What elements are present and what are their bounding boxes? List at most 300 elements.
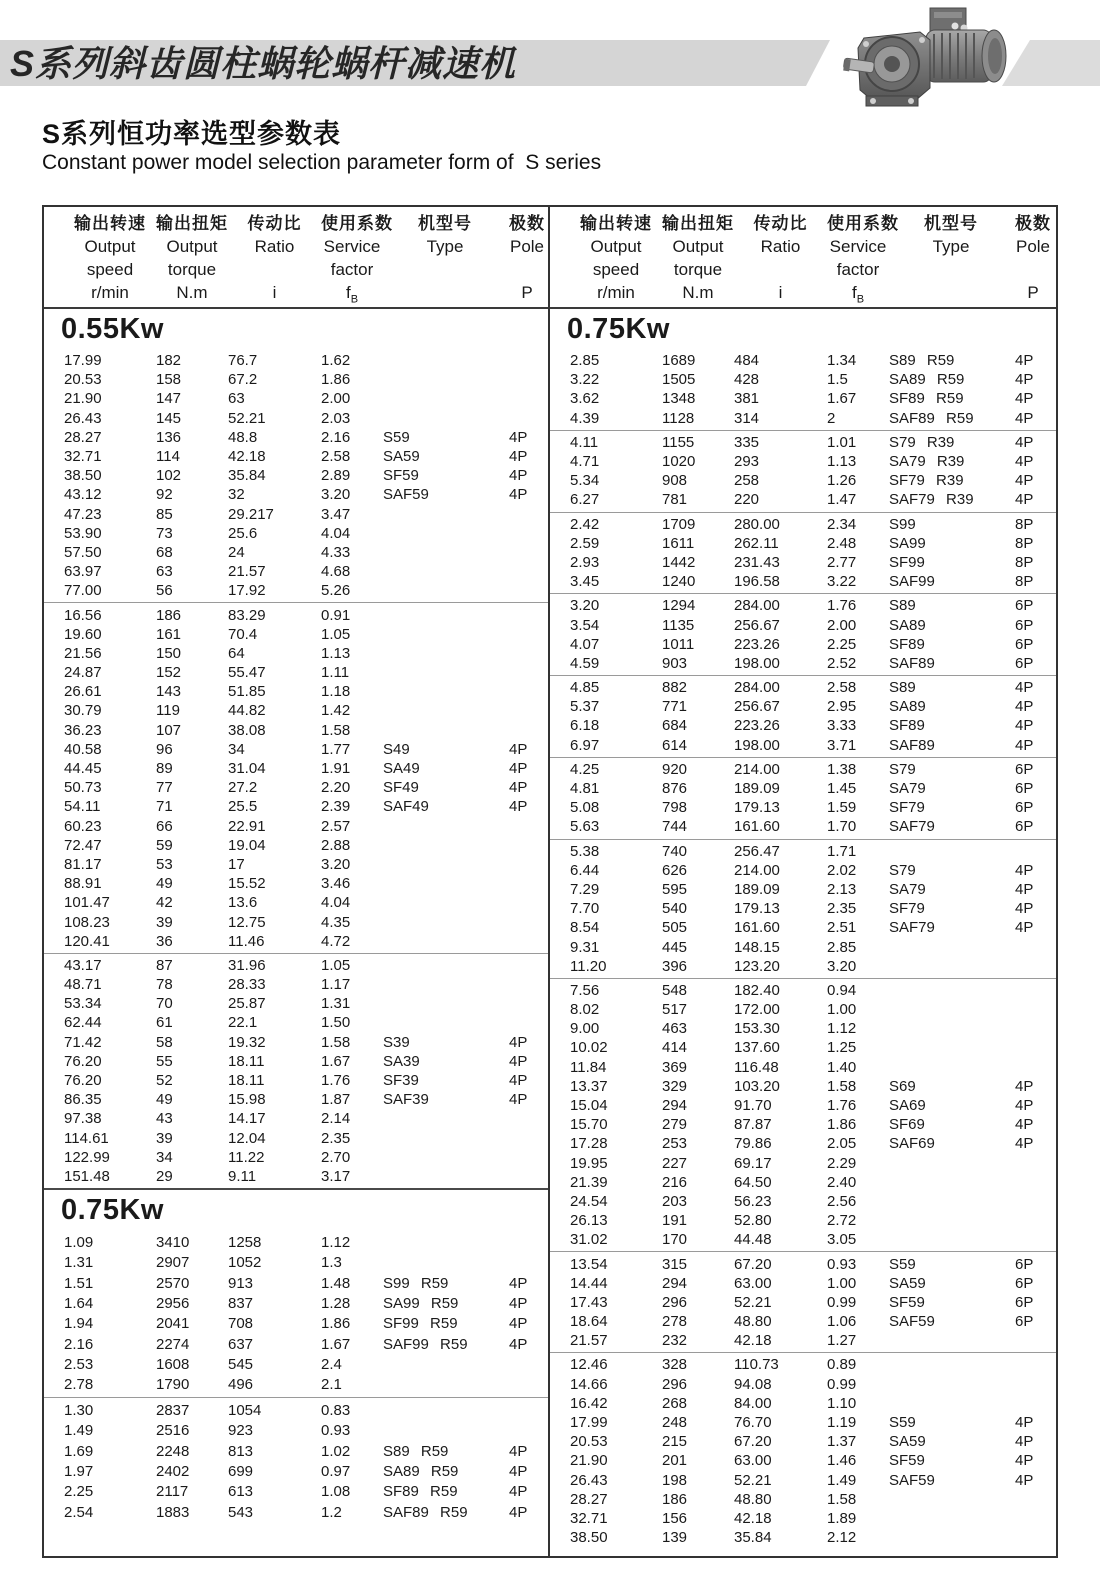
- cell-torque: 903: [662, 654, 688, 672]
- cell-torque: 294: [662, 1274, 688, 1292]
- cell-speed: 24.87: [64, 664, 102, 682]
- header-column-torque: 输出扭矩 Output torque N.m: [662, 214, 734, 302]
- cell-torque: 182: [156, 352, 182, 370]
- cell-ratio: 76.7: [228, 352, 258, 370]
- table-row: [44, 797, 548, 816]
- table-row: [44, 817, 548, 836]
- cell-speed: 19.95: [570, 1154, 608, 1172]
- cell-factor: 3.47: [321, 505, 351, 523]
- cell-factor: 1.67: [321, 1052, 351, 1070]
- table-row: [550, 635, 1056, 654]
- cell-factor: 2.35: [827, 900, 857, 918]
- cell-torque: 2907: [156, 1254, 190, 1272]
- table-row: [550, 351, 1056, 370]
- cell-speed: 20.53: [570, 1433, 608, 1451]
- cell-speed: 5.08: [570, 799, 600, 817]
- cell-torque: 186: [156, 606, 182, 624]
- row-group: [550, 1251, 1056, 1352]
- cell-ratio: 256.67: [734, 616, 780, 634]
- cell-speed: 1.09: [64, 1233, 94, 1251]
- cell-torque: 253: [662, 1135, 688, 1153]
- cell-factor: 1.02: [321, 1442, 351, 1460]
- cell-ratio: 179.13: [734, 900, 780, 918]
- cell-factor: 2.29: [827, 1154, 857, 1172]
- cell-speed: 120.41: [64, 932, 110, 950]
- table-row: [550, 899, 1056, 918]
- cell-speed: 6.18: [570, 717, 600, 735]
- cell-speed: 19.60: [64, 625, 102, 643]
- cell-pole: 4P: [1015, 880, 1034, 898]
- cell-type: SAF79 R39: [889, 491, 974, 509]
- cell-ratio: 196.58: [734, 573, 780, 591]
- cell-ratio: 42.18: [734, 1332, 772, 1350]
- cell-factor: 1.47: [827, 491, 857, 509]
- cell-speed: 53.34: [64, 995, 102, 1013]
- cell-factor: 4.04: [321, 894, 351, 912]
- cell-torque: 39: [156, 1129, 173, 1147]
- cell-torque: 296: [662, 1375, 688, 1393]
- cell-torque: 740: [662, 842, 688, 860]
- cell-torque: 58: [156, 1033, 173, 1051]
- cell-ratio: 214.00: [734, 760, 780, 778]
- cell-type: SA79: [889, 880, 926, 898]
- cell-ratio: 25.87: [228, 995, 266, 1013]
- cell-speed: 3.22: [570, 371, 600, 389]
- cell-ratio: 198.00: [734, 736, 780, 754]
- cell-pole: 8P: [1015, 534, 1034, 552]
- cell-factor: 2.00: [321, 390, 351, 408]
- cell-type: SAF79: [889, 919, 935, 937]
- cell-pole: 4P: [1015, 352, 1034, 370]
- header-column-type: 机型号 Type: [924, 214, 978, 256]
- cell-speed: 50.73: [64, 779, 102, 797]
- cell-torque: 329: [662, 1077, 688, 1095]
- cell-torque: 152: [156, 664, 182, 682]
- cell-torque: 1294: [662, 597, 696, 615]
- cell-speed: 1.69: [64, 1442, 94, 1460]
- cell-speed: 2.53: [64, 1356, 94, 1374]
- cell-ratio: 22.1: [228, 1014, 258, 1032]
- cell-speed: 5.34: [570, 472, 600, 490]
- cell-speed: 4.59: [570, 654, 600, 672]
- cell-pole: 4P: [1015, 1097, 1034, 1115]
- cell-speed: 7.29: [570, 880, 600, 898]
- cell-torque: 1442: [662, 553, 696, 571]
- cell-ratio: 172.00: [734, 1001, 780, 1019]
- cell-speed: 5.38: [570, 842, 600, 860]
- cell-ratio: 29.217: [228, 505, 274, 523]
- row-group: [550, 593, 1056, 675]
- table-row: [44, 1502, 548, 1522]
- cell-ratio: 543: [228, 1503, 254, 1521]
- cell-factor: 2.89: [321, 467, 351, 485]
- cell-speed: 40.58: [64, 740, 102, 758]
- cell-speed: 5.37: [570, 698, 600, 716]
- cell-factor: 1.34: [827, 352, 857, 370]
- cell-type: SA69: [889, 1097, 926, 1115]
- cell-type: SA49: [383, 760, 420, 778]
- cell-type: SA99: [889, 534, 926, 552]
- cell-torque: 36: [156, 932, 173, 950]
- table-row: [550, 534, 1056, 553]
- cell-factor: 2.20: [321, 779, 351, 797]
- cell-torque: 203: [662, 1192, 688, 1210]
- cell-type: SF79 R39: [889, 472, 964, 490]
- cell-pole: 4P: [1015, 900, 1034, 918]
- table-right-half: [550, 207, 1056, 1556]
- cell-factor: 1.01: [827, 433, 857, 451]
- header-column-pole: 极数 Pole P: [1015, 214, 1051, 302]
- table-row: [550, 861, 1056, 880]
- cell-factor: 1.05: [321, 625, 351, 643]
- cell-ratio: 67.20: [734, 1255, 772, 1273]
- cell-speed: 28.27: [64, 428, 102, 446]
- table-row: [44, 855, 548, 874]
- table-row: [44, 428, 548, 447]
- table-row: [44, 682, 548, 701]
- table-row: [44, 485, 548, 504]
- cell-factor: 1.50: [321, 1014, 351, 1032]
- row-group: [550, 675, 1056, 757]
- table-row: [44, 1071, 548, 1090]
- cell-speed: 43.12: [64, 486, 102, 504]
- cell-speed: 2.59: [570, 534, 600, 552]
- cell-type: SAF89 R59: [383, 1503, 468, 1521]
- cell-type: SA89: [889, 698, 926, 716]
- table-row: [550, 678, 1056, 697]
- cell-ratio: 11.22: [228, 1148, 265, 1166]
- cell-factor: 1.62: [321, 352, 351, 370]
- cell-type: SF59: [889, 1293, 925, 1311]
- cell-speed: 17.28: [570, 1135, 608, 1153]
- cell-type: SAF99: [889, 573, 935, 591]
- cell-factor: 1.58: [827, 1077, 857, 1095]
- cell-torque: 201: [662, 1452, 688, 1470]
- cell-type: SA79 R39: [889, 453, 965, 471]
- row-group: [44, 953, 548, 1188]
- cell-ratio: 256.47: [734, 842, 780, 860]
- cell-speed: 32.71: [64, 448, 102, 466]
- cell-factor: 2.13: [827, 880, 857, 898]
- cell-torque: 78: [156, 976, 173, 994]
- cell-factor: 5.26: [321, 582, 351, 600]
- cell-ratio: 280.00: [734, 515, 780, 533]
- cell-speed: 122.99: [64, 1148, 110, 1166]
- cell-ratio: 55.47: [228, 664, 266, 682]
- table-row: [44, 975, 548, 994]
- cell-speed: 2.16: [64, 1335, 94, 1353]
- cell-pole: 4P: [1015, 1452, 1034, 1470]
- cell-speed: 8.02: [570, 1001, 600, 1019]
- table-row: [550, 1115, 1056, 1134]
- cell-ratio: 63.00: [734, 1274, 772, 1292]
- cell-torque: 70: [156, 995, 173, 1013]
- cell-factor: 2.34: [827, 515, 857, 533]
- cell-ratio: 231.43: [734, 553, 780, 571]
- cell-pole: 4P: [1015, 861, 1034, 879]
- cell-speed: 114.61: [64, 1129, 109, 1147]
- cell-pole: 4P: [509, 1052, 528, 1070]
- table-row: [550, 490, 1056, 509]
- cell-torque: 42: [156, 894, 173, 912]
- cell-speed: 62.44: [64, 1014, 102, 1032]
- table-left-half: [44, 207, 550, 1556]
- cell-factor: 1.67: [321, 1335, 351, 1353]
- cell-pole: 4P: [509, 1091, 528, 1109]
- subtitle-chinese: S系列恒功率选型参数表: [42, 119, 342, 149]
- cell-speed: 1.64: [64, 1294, 94, 1312]
- cell-ratio: 153.30: [734, 1020, 780, 1038]
- cell-pole: 4P: [1015, 679, 1034, 697]
- cell-ratio: 284.00: [734, 679, 780, 697]
- table-row: [44, 562, 548, 581]
- cell-ratio: 198.00: [734, 654, 780, 672]
- cell-torque: 102: [156, 467, 182, 485]
- cell-speed: 72.47: [64, 836, 102, 854]
- cell-ratio: 913: [228, 1274, 254, 1292]
- cell-speed: 31.02: [570, 1231, 608, 1249]
- cell-ratio: 52.21: [228, 409, 266, 427]
- cell-torque: 2837: [156, 1401, 190, 1419]
- cell-type: S59: [383, 428, 410, 446]
- cell-speed: 60.23: [64, 817, 102, 835]
- cell-speed: 2.93: [570, 553, 600, 571]
- table-row: [550, 779, 1056, 798]
- cell-torque: 771: [662, 698, 688, 716]
- cell-speed: 47.23: [64, 505, 102, 523]
- cell-pole: 4P: [509, 1315, 528, 1333]
- cell-torque: 517: [662, 1001, 688, 1019]
- cell-type: S49: [383, 740, 410, 758]
- cell-speed: 48.71: [64, 976, 102, 994]
- cell-type: SF79: [889, 900, 925, 918]
- cell-torque: 1883: [156, 1503, 190, 1521]
- table-row: [44, 1421, 548, 1441]
- cell-factor: 1.40: [827, 1058, 857, 1076]
- cell-type: S99 R59: [383, 1274, 449, 1292]
- table-row: [550, 697, 1056, 716]
- cell-torque: 2516: [156, 1422, 190, 1440]
- cell-type: SAF59: [383, 486, 429, 504]
- table-row: [550, 716, 1056, 735]
- cell-speed: 4.85: [570, 679, 600, 697]
- table-row: [550, 1375, 1056, 1394]
- cell-type: SF39: [383, 1072, 419, 1090]
- cell-factor: 3.20: [321, 855, 351, 873]
- cell-ratio: 19.32: [228, 1033, 266, 1051]
- cell-pole: 4P: [509, 779, 528, 797]
- cell-ratio: 256.67: [734, 698, 780, 716]
- cell-factor: 2.25: [827, 635, 857, 653]
- cell-torque: 49: [156, 1091, 173, 1109]
- cell-type: SA59: [889, 1433, 926, 1451]
- cell-ratio: 19.04: [228, 836, 266, 854]
- cell-speed: 7.56: [570, 981, 600, 999]
- cell-factor: 4.68: [321, 563, 351, 581]
- table-row: [44, 1148, 548, 1167]
- table-row: [44, 1314, 548, 1334]
- cell-type: SF89: [889, 717, 925, 735]
- cell-torque: 1011: [662, 635, 695, 653]
- table-row: [44, 740, 548, 759]
- gearmotor-image: [842, 4, 1022, 116]
- cell-ratio: 67.20: [734, 1433, 772, 1451]
- cell-factor: 4.04: [321, 524, 351, 542]
- table-row: [44, 370, 548, 389]
- cell-factor: 2.40: [827, 1173, 857, 1191]
- cell-torque: 52: [156, 1072, 173, 1090]
- cell-ratio: 28.33: [228, 976, 266, 994]
- cell-factor: 1.91: [321, 760, 351, 778]
- cell-type: S89: [889, 597, 916, 615]
- cell-factor: 0.93: [827, 1255, 857, 1273]
- cell-torque: 227: [662, 1154, 688, 1172]
- row-group: [550, 349, 1056, 430]
- cell-speed: 54.11: [64, 798, 101, 816]
- cell-pole: 4P: [1015, 1414, 1034, 1432]
- table-row: [550, 1331, 1056, 1350]
- cell-speed: 18.64: [570, 1313, 608, 1331]
- cell-factor: 4.35: [321, 913, 351, 931]
- cell-torque: 505: [662, 919, 688, 937]
- cell-factor: 1.58: [827, 1490, 857, 1508]
- header-column-type: 机型号 Type: [418, 214, 472, 256]
- table-row: [550, 842, 1056, 861]
- cell-torque: 107: [156, 721, 182, 739]
- cell-torque: 781: [662, 491, 688, 509]
- cell-ratio: 1054: [228, 1401, 262, 1419]
- cell-ratio: 189.09: [734, 780, 780, 798]
- cell-factor: 1.05: [321, 956, 351, 974]
- cell-torque: 296: [662, 1293, 688, 1311]
- cell-ratio: 17: [228, 855, 245, 873]
- cell-ratio: 42.18: [734, 1509, 772, 1527]
- cell-factor: 0.97: [321, 1463, 351, 1481]
- cell-factor: 1.86: [321, 371, 351, 389]
- cell-speed: 20.53: [64, 371, 102, 389]
- cell-pole: 6P: [1015, 799, 1034, 817]
- table-row: [44, 389, 548, 408]
- cell-ratio: 214.00: [734, 861, 780, 879]
- cell-speed: 32.71: [570, 1509, 608, 1527]
- cell-speed: 2.42: [570, 515, 600, 533]
- cell-type: S59: [889, 1255, 916, 1273]
- cell-factor: 1.76: [827, 1097, 857, 1115]
- cell-factor: 1.08: [321, 1483, 351, 1501]
- row-group: [44, 1230, 548, 1397]
- cell-factor: 1.5: [827, 371, 848, 389]
- cell-torque: 3410: [156, 1233, 190, 1251]
- cell-speed: 1.97: [64, 1463, 94, 1481]
- cell-type: SF89 R59: [383, 1483, 458, 1501]
- cell-factor: 2.14: [321, 1110, 351, 1128]
- cell-factor: 2.39: [321, 798, 351, 816]
- cell-factor: 0.83: [321, 1401, 351, 1419]
- table-row: [550, 1413, 1056, 1432]
- cell-torque: 1608: [156, 1356, 190, 1374]
- cell-ratio: 637: [228, 1335, 254, 1353]
- cell-ratio: 14.17: [228, 1110, 266, 1128]
- cell-type: SAF39: [383, 1091, 429, 1109]
- cell-ratio: 9.11: [228, 1167, 257, 1185]
- table-row: [44, 956, 548, 975]
- cell-pole: 4P: [1015, 736, 1034, 754]
- cell-pole: 4P: [509, 1033, 528, 1051]
- cell-speed: 4.25: [570, 760, 600, 778]
- cell-ratio: 613: [228, 1483, 254, 1501]
- cell-pole: 4P: [1015, 453, 1034, 471]
- table-row: [550, 1509, 1056, 1528]
- cell-pole: 6P: [1015, 1293, 1034, 1311]
- table-row: [44, 759, 548, 778]
- cell-type: SF49: [383, 779, 419, 797]
- cell-torque: 73: [156, 524, 173, 542]
- cell-torque: 369: [662, 1058, 688, 1076]
- cell-ratio: 13.6: [228, 894, 258, 912]
- cell-torque: 34: [156, 1148, 173, 1166]
- table-row: [44, 466, 548, 485]
- table-row: [550, 1038, 1056, 1057]
- cell-factor: 1.13: [321, 644, 351, 662]
- cell-torque: 908: [662, 472, 688, 490]
- cell-type: SA89 R59: [889, 371, 965, 389]
- cell-pole: 4P: [509, 1503, 528, 1521]
- table-row: [44, 447, 548, 466]
- cell-factor: 1.76: [321, 1072, 351, 1090]
- cell-ratio: 56.23: [734, 1192, 772, 1210]
- table-row: [44, 912, 548, 931]
- table-row: [550, 1528, 1056, 1547]
- cell-pole: 4P: [509, 1274, 528, 1292]
- cell-torque: 232: [662, 1332, 688, 1350]
- cell-factor: 1.87: [321, 1091, 351, 1109]
- cell-speed: 2.54: [64, 1503, 94, 1521]
- table-body-right: [550, 309, 1056, 1549]
- cell-speed: 2.85: [570, 352, 600, 370]
- cell-speed: 1.31: [64, 1254, 94, 1272]
- cell-factor: 3.20: [321, 486, 351, 504]
- cell-speed: 12.46: [570, 1356, 608, 1374]
- cell-torque: 85: [156, 505, 173, 523]
- table-row: [44, 874, 548, 893]
- cell-speed: 5.63: [570, 818, 600, 836]
- cell-torque: 87: [156, 956, 173, 974]
- cell-torque: 53: [156, 855, 173, 873]
- header-column-ratio: 传动比 Ratio i: [247, 214, 302, 302]
- cell-pole: 6P: [1015, 780, 1034, 798]
- cell-ratio: 923: [228, 1422, 254, 1440]
- cell-factor: 1.26: [827, 472, 857, 490]
- cell-ratio: 18.11: [228, 1052, 265, 1070]
- cell-torque: 161: [156, 625, 182, 643]
- table-row: [550, 409, 1056, 428]
- table-row: [44, 1482, 548, 1502]
- cell-ratio: 52.21: [734, 1471, 772, 1489]
- cell-speed: 57.50: [64, 543, 102, 561]
- cell-ratio: 64: [228, 644, 245, 662]
- cell-type: SF69: [889, 1116, 925, 1134]
- table-row: [550, 1077, 1056, 1096]
- cell-factor: 2.58: [321, 448, 351, 466]
- cell-speed: 21.90: [64, 390, 102, 408]
- cell-torque: 882: [662, 679, 688, 697]
- cell-torque: 198: [662, 1471, 688, 1489]
- table-row: [550, 1000, 1056, 1019]
- cell-factor: 1.86: [827, 1116, 857, 1134]
- cell-pole: 4P: [509, 740, 528, 758]
- cell-pole: 6P: [1015, 1274, 1034, 1292]
- cell-ratio: 137.60: [734, 1039, 780, 1057]
